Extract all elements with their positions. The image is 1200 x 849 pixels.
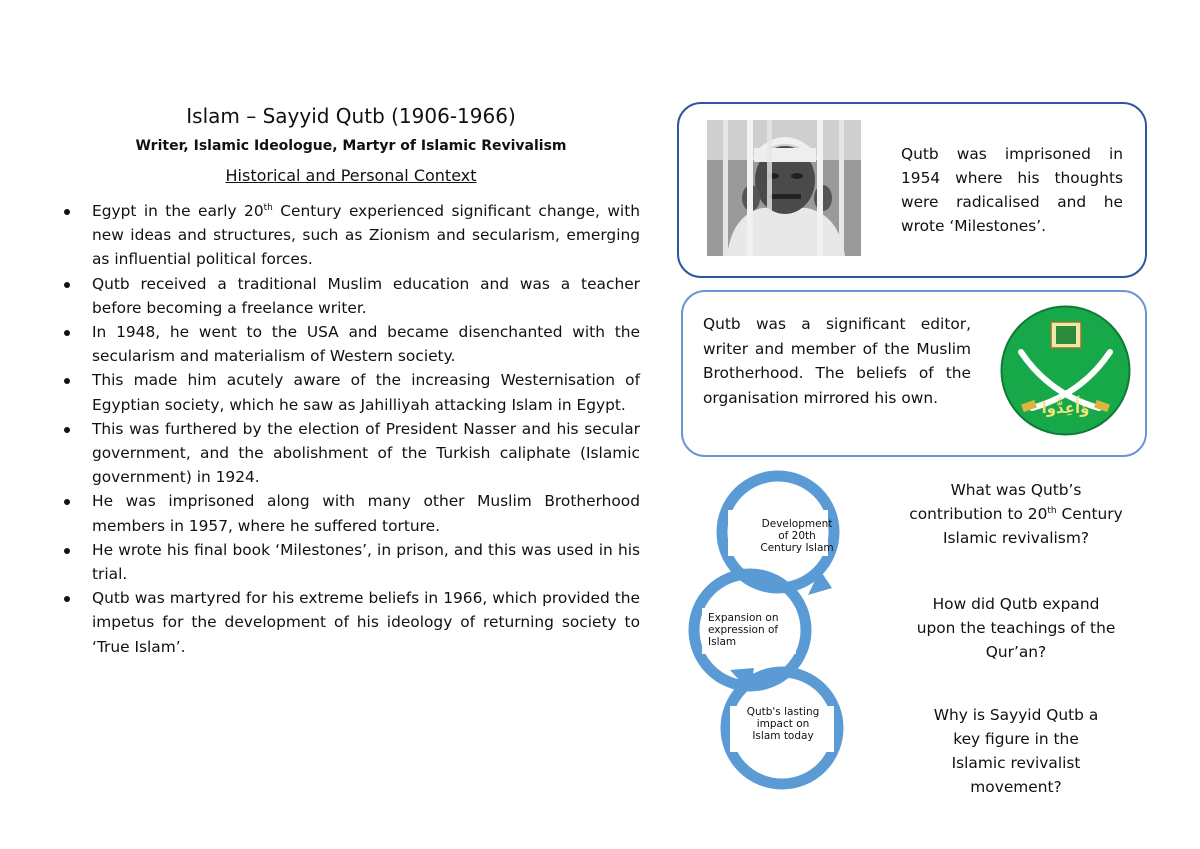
bullet-item: He wrote his final book ‘Milestones’, in prison, and this was used in his trial. — [62, 538, 640, 586]
prison-info-card — [677, 102, 1147, 278]
brotherhood-text: Qutb was a significant editor, writer and member of the Muslim Brotherhood. The beliefs of the organisation mirrored his own. — [703, 315, 971, 407]
question-1: What was Qutb’s contribution to 20th Century Islamic revivalism? — [909, 481, 1123, 547]
qutb-prison-photo — [707, 120, 861, 256]
bullet-item: In 1948, he went to the USA and became disenchanted with the secularism and materialism of Western society. — [62, 320, 640, 368]
question-2: How did Qutb expand upon the teachings of the Qur’an? — [916, 595, 1116, 661]
cycle-step-3: Qutb's lasting impact on Islam today — [746, 706, 820, 742]
page-title: Islam – Sayyid Qutb (1906-1966) — [186, 104, 516, 128]
bullet-item: Qutb was martyred for his extreme beliefs in 1966, which provided the impetus for the development of his ideology of returning society to ‘True Islam’. — [62, 586, 640, 659]
bullet-item: This made him acutely aware of the increasing Westernisation of Egyptian society, which he saw as Jahilliyah attacking Islam in Egypt. — [62, 368, 640, 416]
prison-text: Qutb was imprisoned in 1954 where his thoughts were radicalised and he wrote ‘Milestones’. — [901, 145, 1123, 235]
cycle-step-2: Expansion on expression of Islam — [708, 612, 779, 648]
brotherhood-info-card — [681, 290, 1147, 457]
development-cycle-diagram — [680, 470, 870, 805]
context-bullet-list — [62, 199, 640, 659]
page-subtitle: Writer, Islamic Ideologue, Martyr of Islamic Revivalism — [135, 138, 567, 154]
bullet-item: He was imprisoned along with many other Muslim Brotherhood members in 1957, where he suffered torture. — [62, 489, 640, 537]
bullet-item: This was furthered by the election of President Nasser and his secular government, and the abolishment of the Turkish caliphate (Islamic government) in 1924. — [62, 417, 640, 490]
context-column — [62, 104, 640, 659]
section-heading: Historical and Personal Context — [225, 166, 477, 185]
bullet-item: Egypt in the early 20th Century experienced significant change, with new ideas and structures, such as Zionism and secularism, emerging as influential political forces. — [62, 199, 640, 272]
question-3: Why is Sayyid Qutb a key figure in the Islamic revivalist movement? — [933, 706, 1099, 796]
emblem-text: وَأَعِدُّوا — [1041, 399, 1090, 417]
muslim-brotherhood-emblem — [999, 304, 1132, 437]
bullet-item: Qutb received a traditional Muslim education and was a teacher before becoming a freelance writer. — [62, 272, 640, 320]
cycle-step-1: Development of 20th Century Islam — [760, 518, 834, 554]
